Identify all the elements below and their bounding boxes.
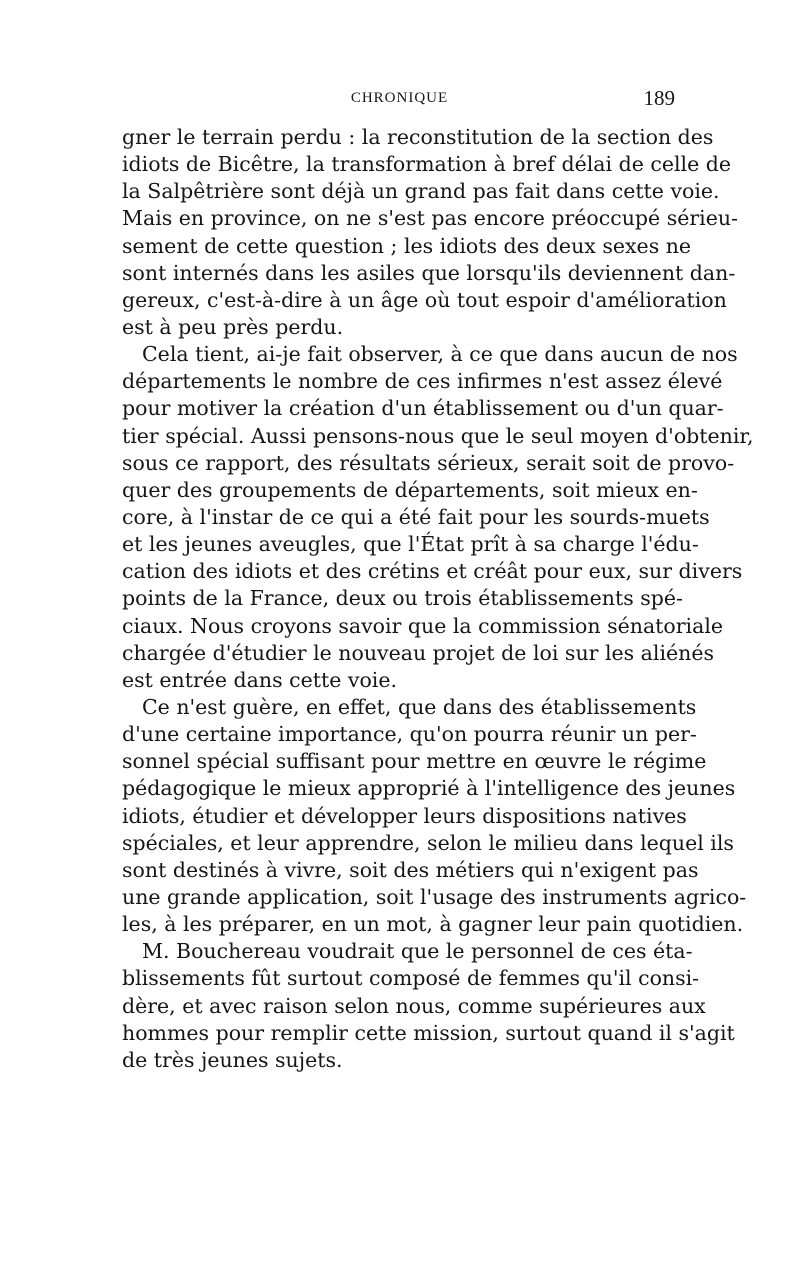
text-line: dère, et avec raison selon nous, comme supérieures aux [122,993,706,1018]
text-line: une grande application, soit l'usage des instruments agrico- [122,884,747,909]
text-line: ciaux. Nous croyons savoir que la commission sénatoriale [122,613,724,638]
text-line: chargée d'étudier le nouveau projet de loi sur les aliénés [122,640,715,665]
text-line: Mais en province, on ne s'est pas encore préoccupé sérieu- [122,206,738,231]
text-line: core, à l'instar de ce qui a été fait pour les sourds-muets [122,504,710,529]
text-line: sement de cette question ; les idiots des deux sexes ne [122,233,692,258]
page-number: 189 [643,86,675,110]
text-line: d'une certaine importance, qu'on pourra réunir un per- [122,722,697,747]
paragraph-1 [122,124,738,341]
text-line: blissements fût surtout composé de femmes qu'il consi- [122,966,700,991]
text-line: hommes pour remplir cette mission, surtout quand il s'agit [122,1020,735,1045]
text-line: la Salpêtrière sont déjà un grand pas fait dans cette voie. [122,179,720,204]
text-line: gner le terrain perdu : la reconstitution de la section des [122,125,714,149]
text-line: sous ce rapport, des résultats sérieux, serait soit de provo- [122,450,735,475]
page-header [122,86,677,116]
text-line: est entrée dans cette voie. [122,667,398,692]
text-line: spéciales, et leur apprendre, selon le milieu dans lequel ils [122,830,734,855]
text-line: Cela tient, ai-je fait observer, à ce que dans aucun de nos [142,342,738,367]
text-line: sont internés dans les asiles que lorsqu'ils deviennent dan- [122,260,736,285]
text-line: les, à les préparer, en un mot, à gagner leur pain quotidien. [122,912,744,937]
body-text [122,124,754,1074]
text-line: quer des groupements de départements, soit mieux en- [122,477,698,502]
paragraph-2 [122,341,754,694]
text-line: cation des idiots et des crétins et créât pour eux, sur divers [122,559,743,584]
paragraph-4 [122,938,735,1074]
text-line: idiots, étudier et développer leurs dispositions natives [122,803,687,828]
running-title: CHRONIQUE [350,90,449,106]
text-line: départements le nombre de ces infirmes n'est assez élevé [122,369,723,394]
text-line: Ce n'est guère, en effet, que dans des établissements [142,694,697,719]
text-line: gereux, c'est-à-dire à un âge où tout espoir d'amélioration [122,287,727,312]
text-line: est à peu près perdu. [122,314,344,339]
text-line: pour motiver la création d'un établissement ou d'un quar- [122,396,724,421]
text-line: idiots de Bicêtre, la transformation à bref délai de celle de [122,152,731,177]
paragraph-3 [122,694,747,938]
text-line: de très jeunes sujets. [122,1047,343,1072]
text-line: et les jeunes aveugles, que l'État prît à sa charge l'édu- [122,532,699,557]
text-line: M. Bouchereau voudrait que le personnel de ces éta- [142,939,693,964]
text-line: sonnel spécial suffisant pour mettre en œuvre le régime [122,749,707,774]
text-line: sont destinés à vivre, soit des métiers qui n'exigent pas [122,857,699,882]
text-line: pédagogique le mieux approprié à l'intelligence des jeunes [122,776,736,801]
text-line: points de la France, deux ou trois établissements spé- [122,586,683,611]
text-line: tier spécial. Aussi pensons-nous que le seul moyen d'obtenir, [122,423,754,448]
